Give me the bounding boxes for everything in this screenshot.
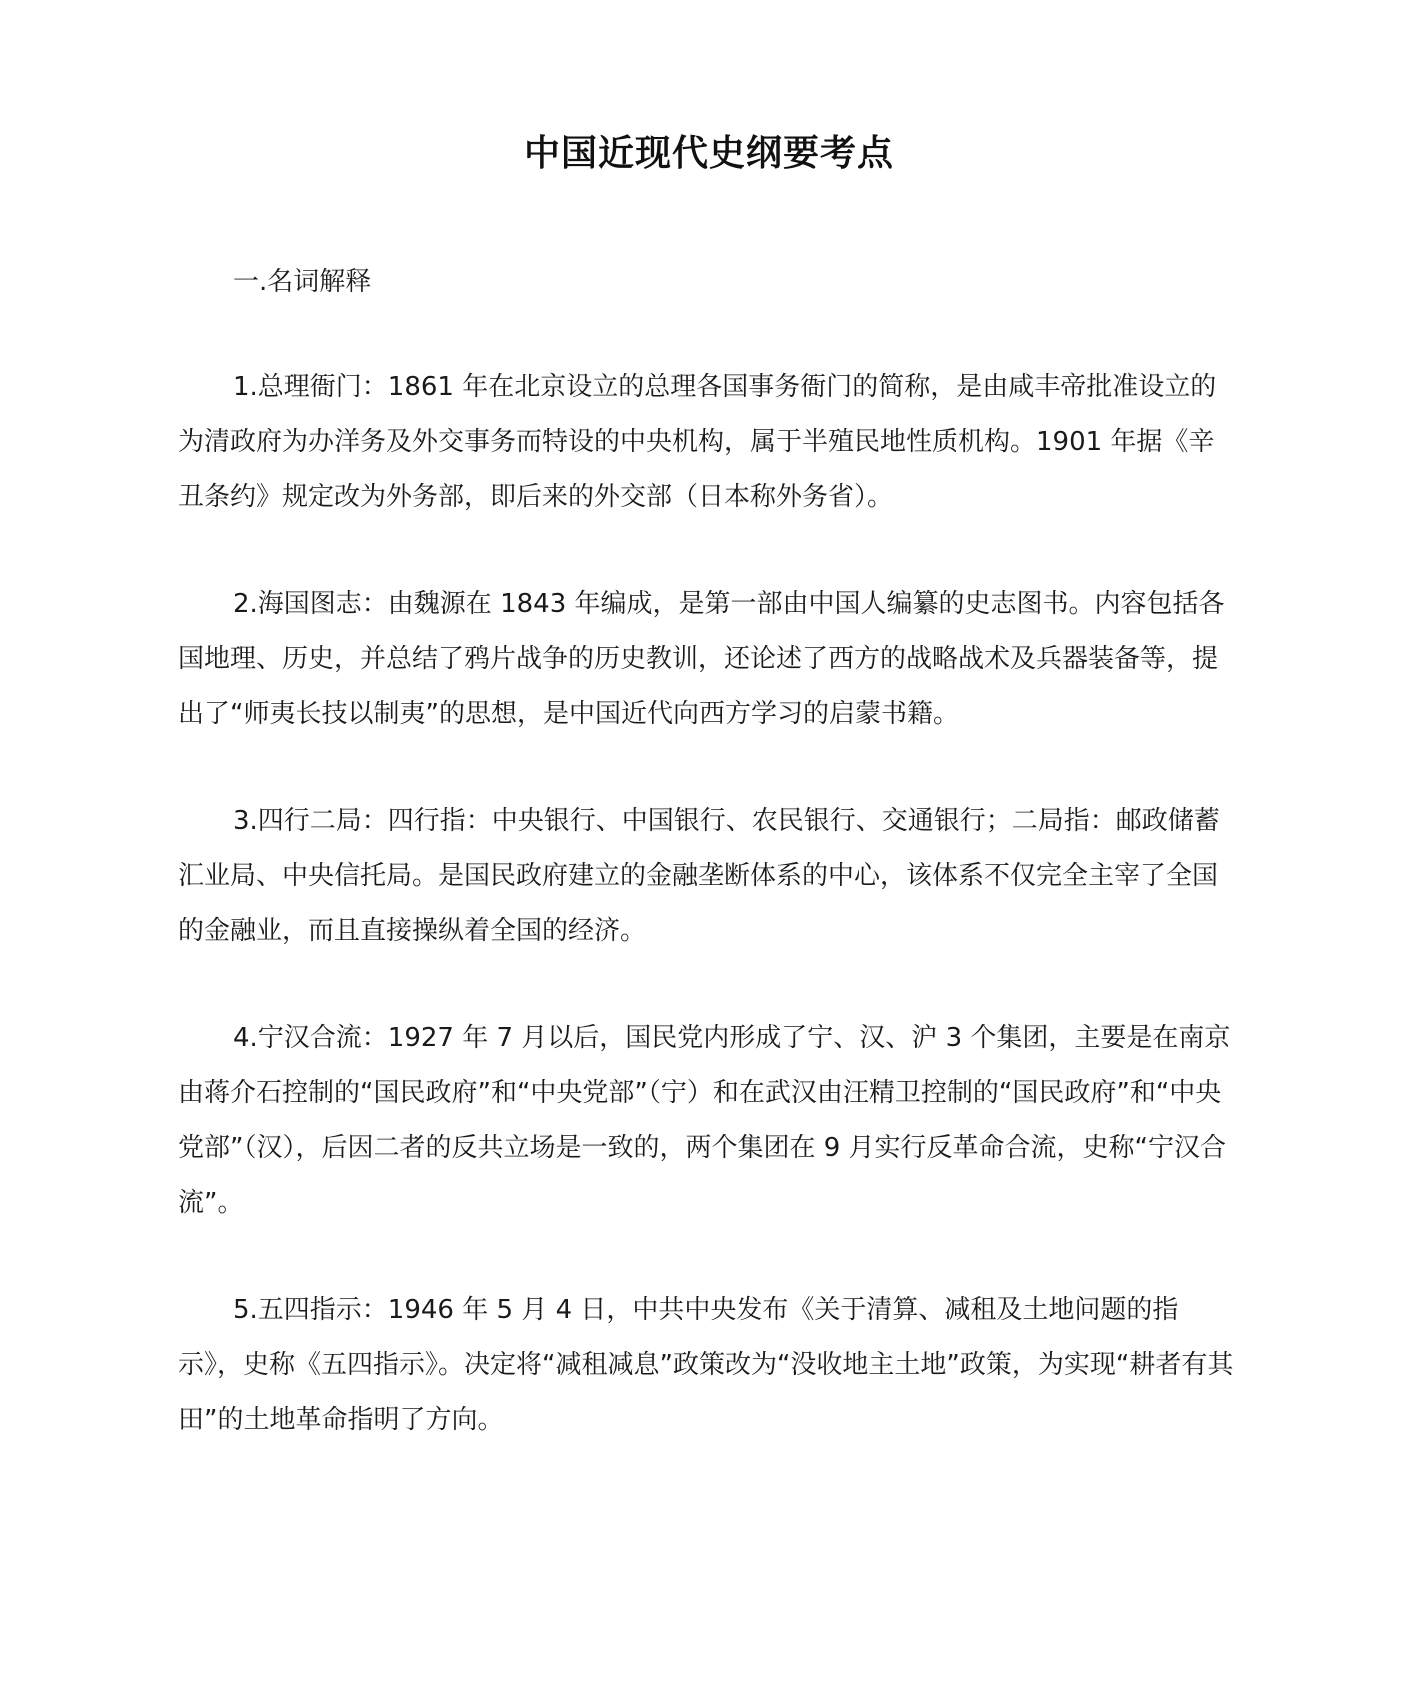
section-heading: 一.名词解释: [233, 267, 372, 297]
term-entry-2: 2.海国图志：由魏源在 1843 年编成，是第一部由中国人编纂的史志图书。内容包括各国地理、历史，并总结了鸦片战争的历史教训，还论述了西方的战略战术及兵器装备等，提出了“师夷长技以制夷”的思想，是中国近代向西方学习的启蒙书籍。: [178, 589, 1225, 729]
term-entry-1: 1.总理衙门：1861 年在北京设立的总理各国事务衙门的简称，是由咸丰帝批准设立的为清政府为办洋务及外交事务而特设的中央机构，属于半殖民地性质机构。1901 年据《辛丑条约》规定改为外务部，即后来的外交部（日本称外务省）。: [178, 372, 1217, 512]
term-entry-3: 3.四行二局：四行指：中央银行、中国银行、农民银行、交通银行；二局指：邮政储蓄汇业局、中央信托局。是国民政府建立的金融垄断体系的中心，该体系不仅完全主宰了全国的金融业，而且直接操纵着全国的经济。: [178, 806, 1220, 946]
document-title: 中国近现代史纲要考点: [523, 133, 894, 174]
term-entry-5: 5.五四指示：1946 年 5 月 4 日，中共中央发布《关于清算、减租及土地问题的指示》，史称《五四指示》。决定将“减租减息”政策改为“没收地主土地”政策，为实现“耕者有其田”的土地革命指明了方向。: [178, 1295, 1234, 1435]
term-entry-4: 4.宁汉合流：1927 年 7 月以后，国民党内形成了宁、汉、沪 3 个集团，主要是在南京由蒋介石控制的“国民政府”和“中央党部”（宁）和在武汉由汪精卫控制的“国民政府”和“中央党部”（汉），后因二者的反共立场是一致的，两个集团在 9 月实行反革命合流，史称“宁汉合流”。: [178, 1023, 1231, 1218]
